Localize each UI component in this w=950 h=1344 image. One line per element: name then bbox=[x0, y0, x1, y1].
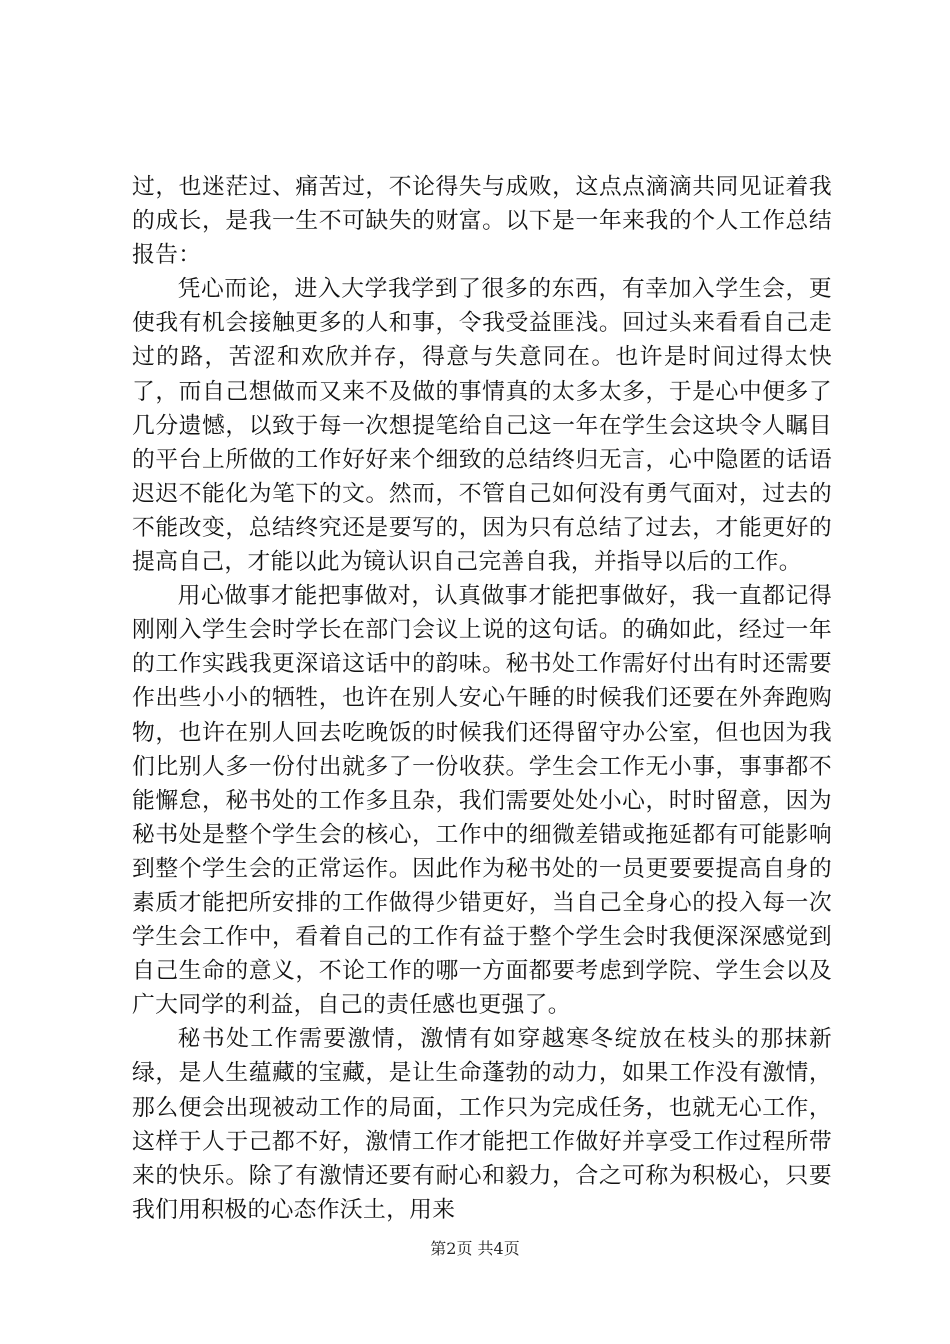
paragraph-4: 秘书处工作需要激情，激情有如穿越寒冬绽放在枝头的那抹新绿，是人生蕴藏的宝藏，是让生命蓬勃的动力，如果工作没有激情，那么便会出现被动工作的局面，工作只为完成任务，也就无心工作，这样于人于己都不好，激情工作才能把工作做好并享受工作过程所带来的快乐。除了有激情还要有耐心和毅力，合之可称为积极心，只要我们用积极的心态作沃土，用来 bbox=[132, 1026, 832, 1223]
paragraph-1: 过，也迷茫过、痛苦过，不论得失与成败，这点点滴滴共同见证着我的成长，是我一生不可缺失的财富。以下是一年来我的个人工作总结报告： bbox=[132, 174, 832, 269]
paragraph-3: 用心做事才能把事做对，认真做事才能把事做好，我一直都记得刚刚入学生会时学长在部门会议上说的这句话。的确如此，经过一年的工作实践我更深谙这话中的韵味。秘书处工作需好付出有时还需要作出些小小的牺牲，也许在别人安心午睡的时候我们还要在外奔跑购物，也许在别人回去吃晚饭的时候我们还得留守办公室，但也因为我们比别人多一份付出就多了一份收获。学生会工作无小事，事事都不能懈怠，秘书处的工作多且杂，我们需要处处小心，时时留意，因为秘书处是整个学生会的核心，工作中的细微差错或拖延都有可能影响到整个学生会的正常运作。因此作为秘书处的一员更要要提高自身的素质才能把所安排的工作做得少错更好，当自己全身心的投入每一次学生会工作中，看着自己的工作有益于整个学生会时我便深深感觉到自己生命的意义，不论工作的哪一方面都要考虑到学院、学生会以及广大同学的利益，自己的责任感也更强了。 bbox=[132, 583, 832, 1019]
document-body bbox=[132, 170, 832, 1227]
page-number-footer: 第2页 共4页 bbox=[430, 1239, 520, 1258]
paragraph-2: 凭心而论，进入大学我学到了很多的东西，有幸加入学生会，更使我有机会接触更多的人和事，令我受益匪浅。回过头来看看自己走过的路，苦涩和欢欣并存，得意与失意同在。也许是时间过得太快了，而自己想做而又来不及做的事情真的太多太多，于是心中便多了几分遗憾，以致于每一次想提笔给自己这一年在学生会这块令人瞩目的平台上所做的工作好好来个细致的总结终归无言，心中隐匿的话语迟迟不能化为笔下的文。然而，不管自己如何没有勇气面对，过去的不能改变，总结终究还是要写的，因为只有总结了过去，才能更好的提高自己，才能以此为镜认识自己完善自我，并指导以后的工作。 bbox=[132, 276, 832, 576]
